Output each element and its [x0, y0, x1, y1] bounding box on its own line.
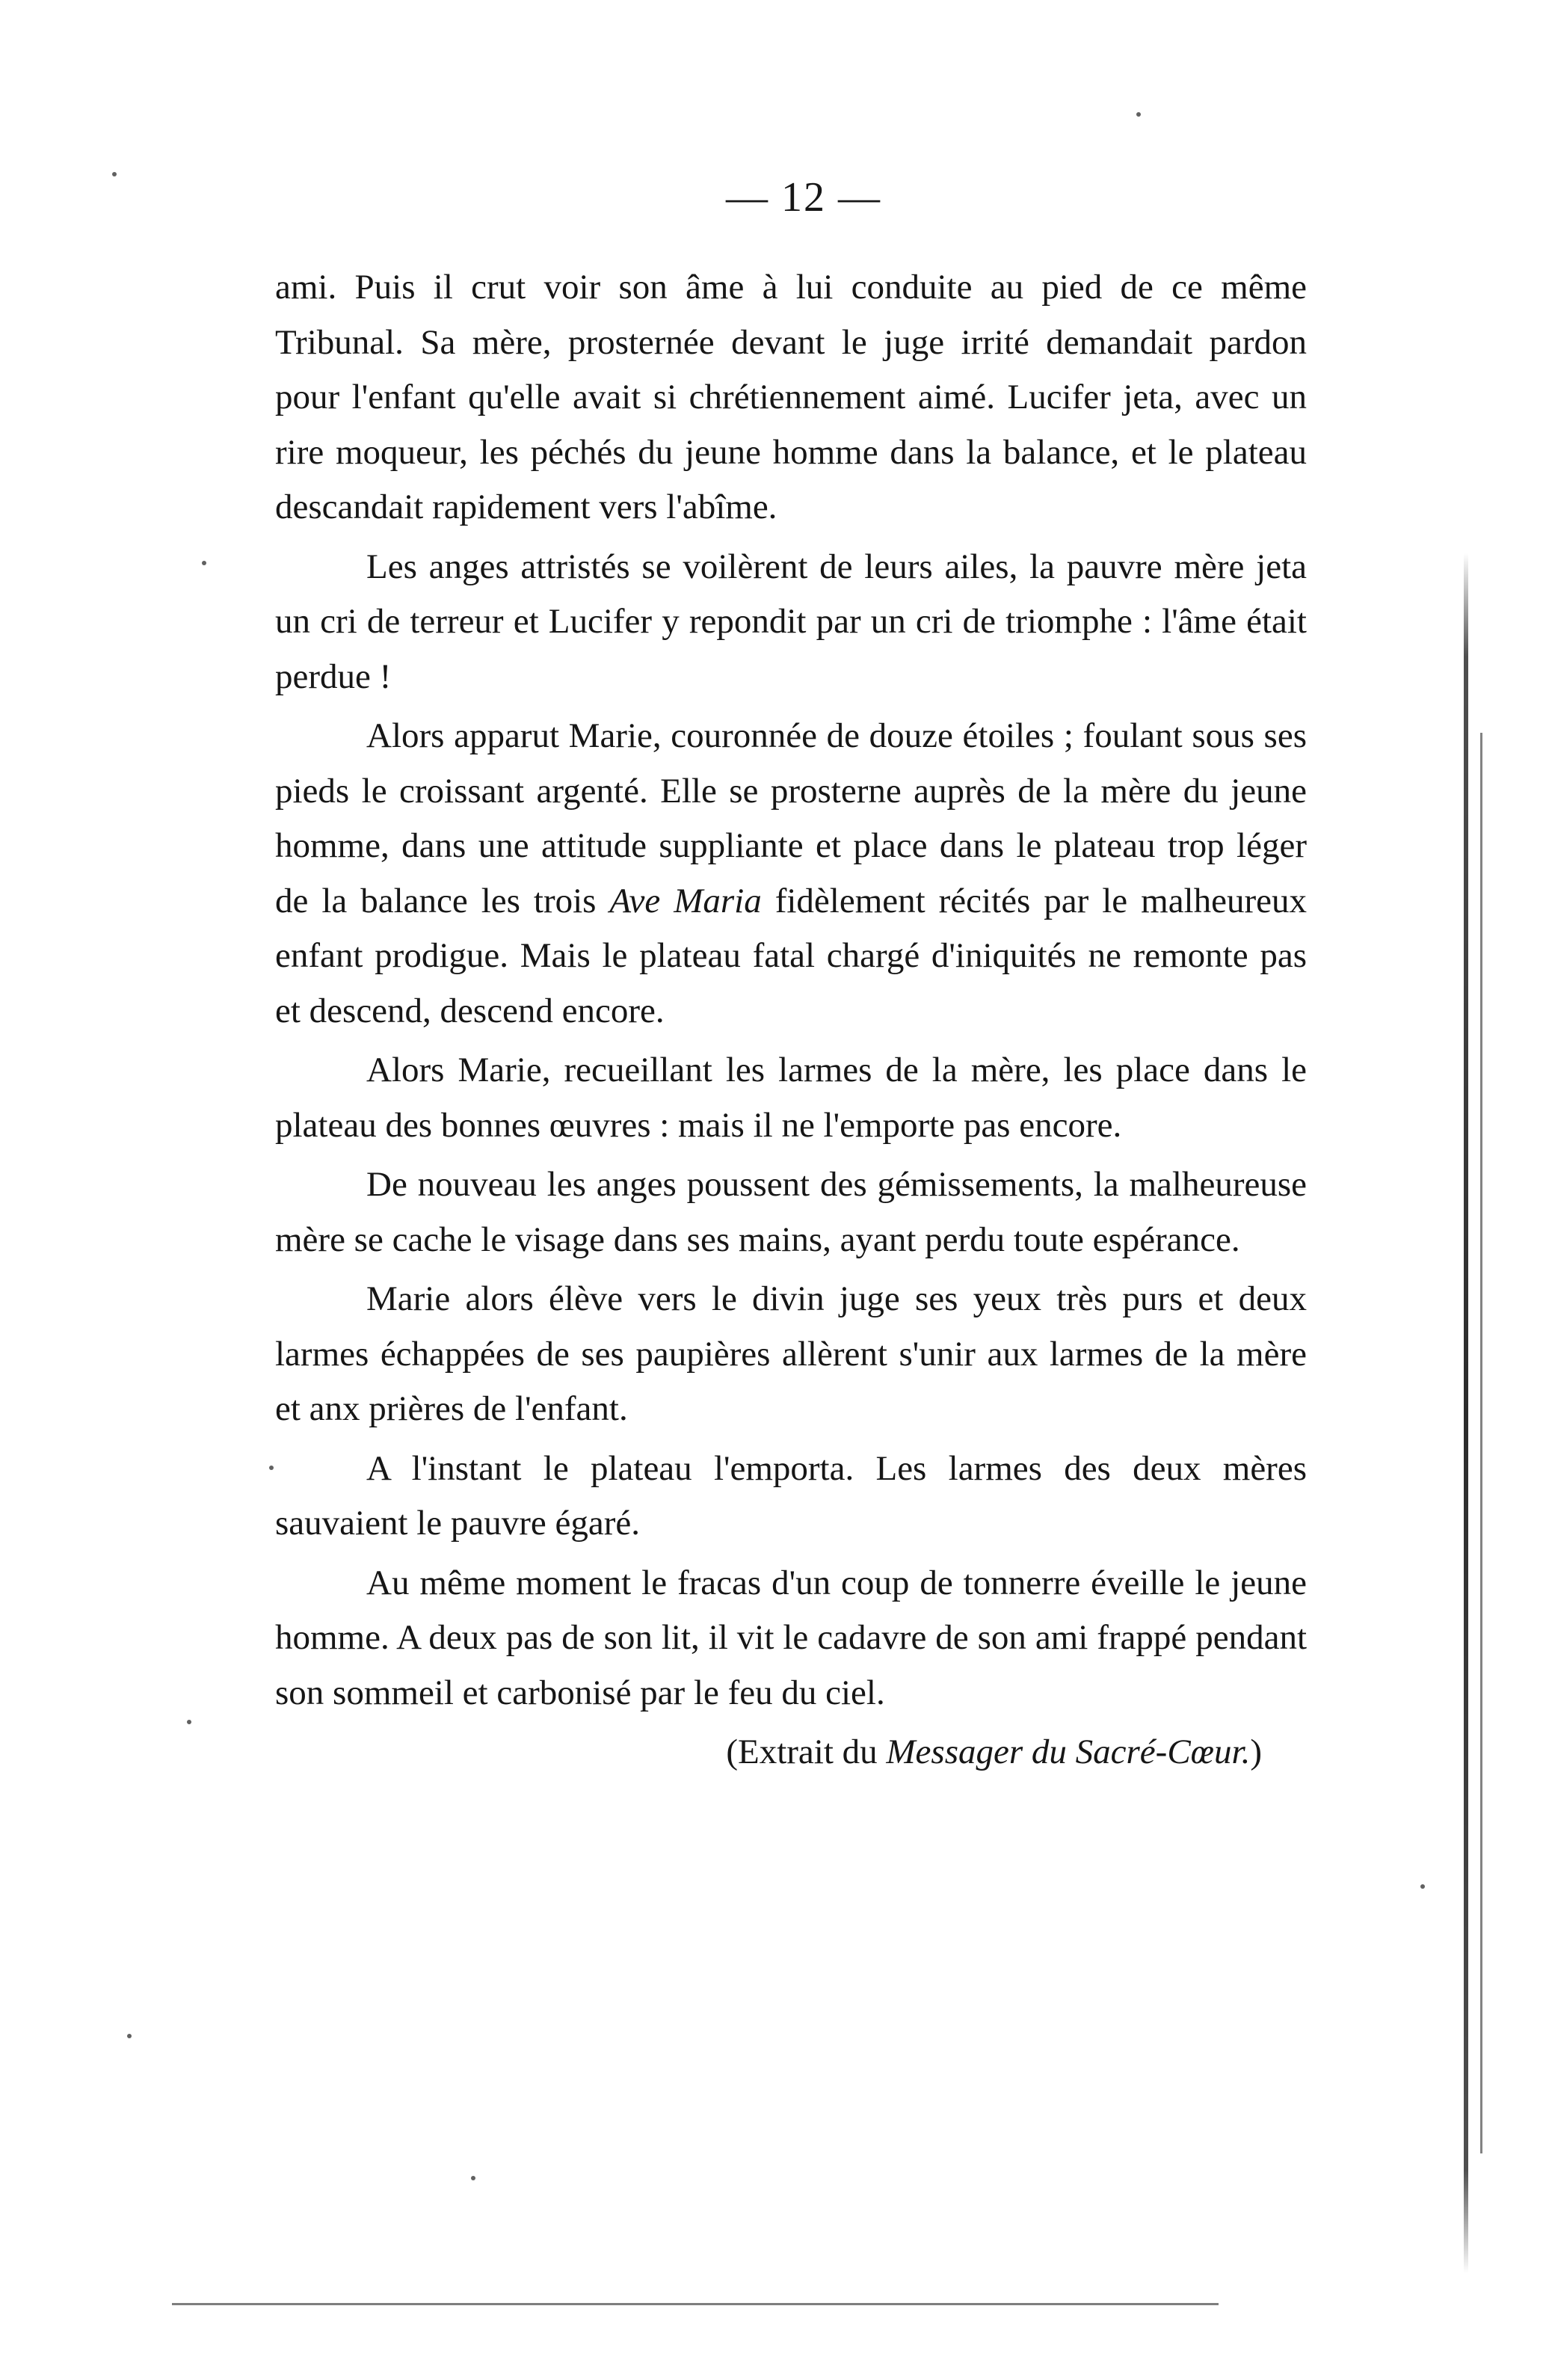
source-citation [275, 1725, 1307, 1780]
paragraph-5: De nouveau les anges poussent des gémissements, la malheureuse mère se cache le visage dans ses mains, ayant perdu toute espérance. [275, 1165, 1307, 1259]
page-number: — 12 — [726, 174, 881, 221]
source-prefix: (Extrait du [726, 1732, 887, 1771]
scan-speck [127, 2034, 132, 2038]
paragraph-1: ami. Puis il crut voir son âme à lui conduite au pied de ce même Tribunal. Sa mère, prosternée devant le juge irrité demandait pardon pour l'enfant qu'elle avait si chrétiennement aimé. Lucifer jeta, avec un rire moqueur, les péchés du jeune homme dans la balance, et le plateau descandait rapidement vers l'abîme. [275, 268, 1307, 526]
scan-speck [1420, 1884, 1425, 1889]
scan-speck [1136, 112, 1141, 117]
scan-bottom-line [172, 2303, 1219, 2305]
source-title: Messager du Sacré-Cœur. [886, 1732, 1251, 1771]
scan-edge-shadow [1464, 553, 1468, 2273]
scan-speck [471, 2176, 475, 2180]
paragraph-3 [275, 709, 1307, 1039]
paragraph-3-italic-prayer: Ave Maria [609, 881, 762, 920]
scan-speck [112, 172, 117, 176]
paragraph-7: A l'instant le plateau l'emporta. Les larmes des deux mères sauvaient le pauvre égaré. [275, 1448, 1307, 1543]
paragraph-2: Les anges attristés se voilèrent de leurs ailes, la pauvre mère jeta un cri de terreur et Lucifer y repondit par un cri de triomphe : l'âme était perdue ! [275, 547, 1307, 696]
paragraph-3-text-after: fidèlement récités par le malheureux enfant prodigue. Mais le plateau fatal chargé d'iniquités ne remonte pas et descend, descend encore. [275, 881, 1307, 1030]
text-body [275, 260, 1307, 1780]
scan-speck [269, 1466, 274, 1470]
paragraph-6: Marie alors élève vers le divin juge ses yeux très purs et deux larmes échappées de ses paupières allèrent s'unir aux larmes de la mère et anx prières de l'enfant. [275, 1279, 1307, 1428]
paragraph-4: Alors Marie, recueillant les larmes de la mère, les place dans le plateau des bonnes œuvres : mais il ne l'emporte pas encore. [275, 1051, 1307, 1145]
scan-edge-shadow-secondary [1480, 733, 1482, 2153]
source-suffix: ) [1250, 1732, 1262, 1771]
scan-speck [187, 1720, 191, 1724]
paragraph-3-text-before: Alors apparut Marie, couronnée de douze étoiles ; foulant sous ses pieds le croissant argenté. Elle se prosterne auprès de la mère du jeune homme, dans une attitude suppliante et place dans le plateau trop léger de la balance les trois [275, 716, 1307, 920]
paragraph-8: Au même moment le fracas d'un coup de tonnerre éveille le jeune homme. A deux pas de son lit, il vit le cadavre de son ami frappé pendant son sommeil et carbonisé par le feu du ciel. [275, 1563, 1307, 1712]
scan-speck [202, 561, 206, 565]
